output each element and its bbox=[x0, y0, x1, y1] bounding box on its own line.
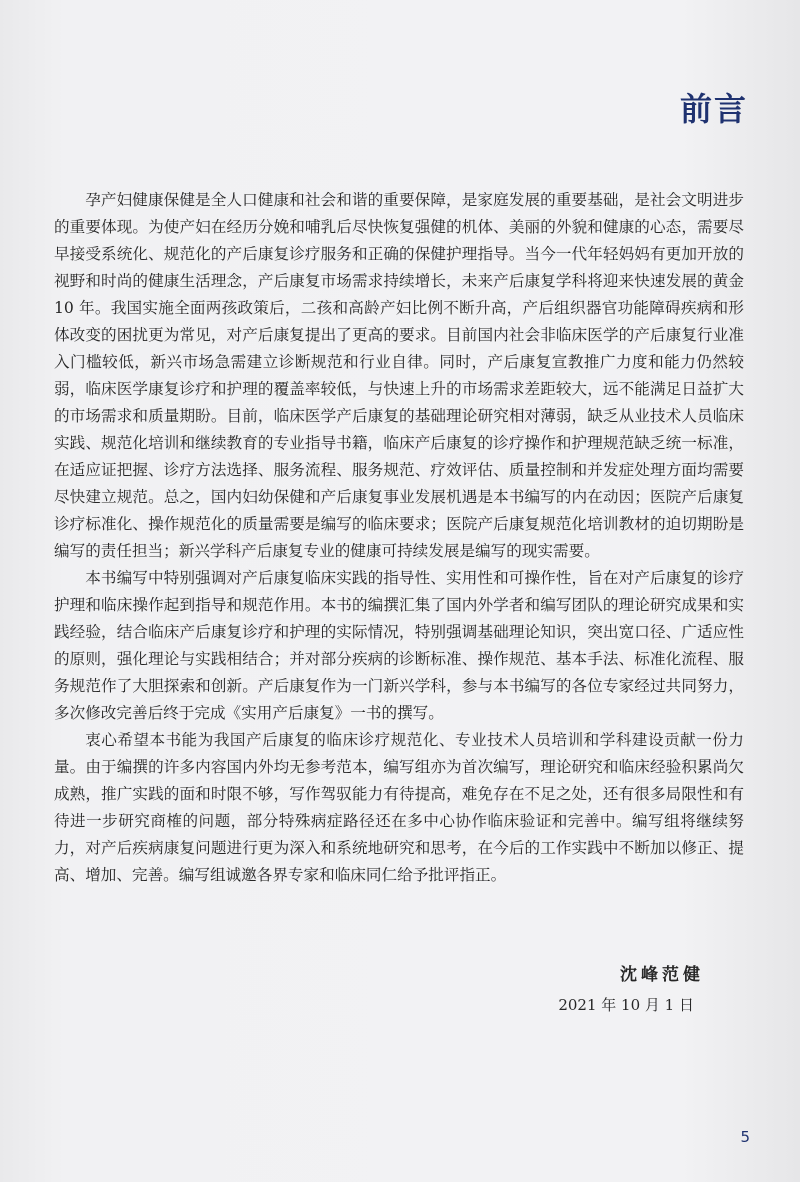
preface-body bbox=[54, 187, 744, 889]
paragraph-2: 本书编写中特别强调对产后康复临床实践的指导性、实用性和可操作性，旨在对产后康复的诊疗护理和临床操作起到指导和规范作用。本书的编撰汇集了国内外学者和编写团队的理论研究成果和实践经验，结合临床产后康复诊疗和护理的实际情况，特别强调基础理论知识，突出宽口径、广适应性的原则，强化理论与实践相结合；并对部分疾病的诊断标准、操作规范、基本手法、标准化流程、服务规范作了大胆探索和创新。产后康复作为一门新兴学科，参与本书编写的各位专家经过共同努力，多次修改完善后终于完成《实用产后康复》一书的撰写。 bbox=[54, 569, 744, 722]
paragraph-3: 衷心希望本书能为我国产后康复的临床诊疗规范化、专业技术人员培训和学科建设贡献一份力量。由于编撰的许多内容国内外均无参考范本，编写组亦为首次编写，理论研究和临床经验积累尚欠成熟，推广实践的面和时限不够，写作驾驭能力有待提高，难免存在不足之处，还有很多局限性和有待进一步研究商榷的问题，部分特殊病症路径还在多中心协作临床验证和完善中。编写组将继续努力，对产后疾病康复问题进行更为深入和系统地研究和思考，在今后的工作实践中不断加以修正、提高、增加、完善。编写组诚邀各界专家和临床同仁给予批评指正。 bbox=[54, 731, 744, 884]
signature-date: 2021 年 10 月 1 日 bbox=[558, 996, 694, 1014]
paragraph-1: 孕产妇健康保健是全人口健康和社会和谐的重要保障，是家庭发展的重要基础，是社会文明进步的重要体现。为使产妇在经历分娩和哺乳后尽快恢复强健的机体、美丽的外貌和健康的心态，需要尽早接受系统化、规范化的产后康复诊疗服务和正确的保健护理指导。当今一代年轻妈妈有更加开放的视野和时尚的健康生活理念，产后康复市场需求持续增长，未来产后康复学科将迎来快速发展的黄金 10 年。我国实施全面两孩政策后，二孩和高龄产妇比例不断升高，产后组织器官功能障碍疾病和形体改变的困扰更为常见，对产后康复提出了更高的要求。目前国内社会非临床医学的产后康复行业准入门槛较低，新兴市场急需建立诊断规范和行业自律。同时，产后康复宣教推广力度和能力仍然较弱，临床医学康复诊疗和护理的覆盖率较低，与快速上升的市场需求差距较大，远不能满足日益扩大的市场需求和质量期盼。目前，临床医学产后康复的基础理论研究相对薄弱，缺乏从业技术人员临床实践、规范化培训和继续教育的专业指导书籍，临床产后康复的诊疗操作和护理规范缺乏统一标准，在适应证把握、诊疗方法选择、服务流程、服务规范、疗效评估、质量控制和并发症处理方面均需要尽快建立规范。总之，国内妇幼保健和产后康复事业发展机遇是本书编写的内在动因；医院产后康复诊疗标准化、操作规范化的质量需要是编写的临床要求；医院产后康复规范化培训教材的迫切期盼是编写的责任担当；新兴学科产后康复专业的健康可持续发展是编写的现实需要。 bbox=[54, 191, 744, 560]
page-number: 5 bbox=[740, 1128, 750, 1146]
page-title: 前言 bbox=[679, 90, 748, 128]
author-signature: 沈峰范健 bbox=[620, 965, 704, 985]
